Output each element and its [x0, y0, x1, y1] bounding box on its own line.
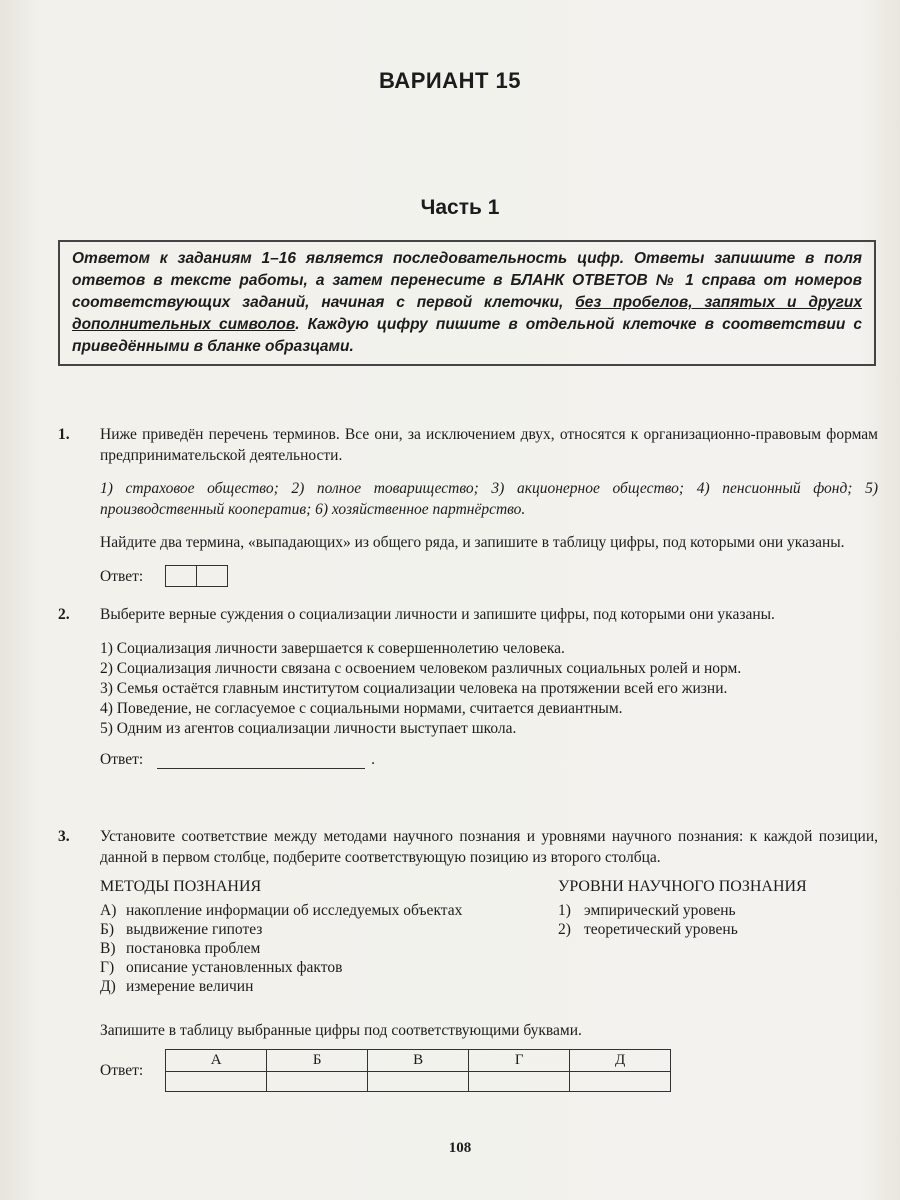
- task-2-option: 2) Социализация личности связана с освоением человеком различных социальных ролей и норм.: [100, 660, 742, 677]
- method-text: выдвижение гипотез: [126, 921, 263, 938]
- level-key: 1): [558, 902, 571, 919]
- level-item: [558, 920, 878, 939]
- answer-table-cell[interactable]: [368, 1072, 469, 1092]
- answer-table-letter: В: [368, 1050, 469, 1072]
- task-3-intro: Установите соответствие между методами научного познания и уровнями научного познания: к каждой позиции, данной в первом столбце, подберите соответствующую позицию из второго столбца.: [100, 828, 878, 866]
- answer-cell[interactable]: [166, 566, 197, 586]
- method-text: накопление информации об исследуемых объектах: [126, 902, 463, 919]
- task-1-question: Найдите два термина, «выпадающих» из общего ряда, и запишите в таблицу цифры, под которыми они указаны.: [100, 534, 845, 551]
- task-2-answer-line[interactable]: [157, 750, 365, 769]
- answer-cell[interactable]: [197, 566, 227, 586]
- task-1-answer-row: [100, 565, 878, 587]
- instruction-underlined: без пробелов, запятых и других дополнительных символов: [72, 294, 862, 333]
- methods-column: [100, 876, 520, 996]
- level-text: теоретический уровень: [584, 921, 738, 938]
- method-item: [100, 958, 520, 977]
- task-1-intro: Ниже приведён перечень терминов. Все они, за исключением двух, относятся к организационно-правовым формам предпринимательской деятельности.: [100, 426, 878, 464]
- task-1-number: 1.: [58, 426, 70, 443]
- answer-table-letter: А: [166, 1050, 267, 1072]
- method-key: В): [100, 940, 116, 957]
- answer-table-letter: Б: [267, 1050, 368, 1072]
- method-key: Г): [100, 959, 115, 976]
- methods-header: МЕТОДЫ ПОЗНАНИЯ: [100, 878, 262, 895]
- answer-table-letter: Г: [469, 1050, 570, 1072]
- levels-header: УРОВНИ НАУЧНОГО ПОЗНАНИЯ: [558, 878, 807, 895]
- method-item: [100, 939, 520, 958]
- method-item: [100, 901, 520, 920]
- method-item: [100, 920, 520, 939]
- instruction-text-2: . Каждую цифру пишите в отдельной клеточке в соответствии с приведёнными в бланке образцами.: [72, 316, 862, 355]
- task-2-answer-row: [100, 749, 878, 770]
- answer-table-letters-row: [166, 1050, 671, 1072]
- instruction-box: [58, 240, 876, 366]
- task-3-answer-row: [100, 1049, 878, 1092]
- task-2-option: 5) Одним из агентов социализации личности выступает школа.: [100, 720, 517, 737]
- method-text: постановка проблем: [126, 940, 261, 957]
- answer-table-letter: Д: [570, 1050, 671, 1072]
- task-3-answer-label: Ответ:: [100, 1062, 144, 1079]
- variant-title: ВАРИАНТ 15: [379, 68, 521, 93]
- task-2-number: 2.: [58, 606, 70, 623]
- task-2-option: 1) Социализация личности завершается к совершеннолетию человека.: [100, 640, 565, 657]
- method-item: [100, 977, 520, 996]
- answer-table-cell[interactable]: [469, 1072, 570, 1092]
- level-item: [558, 901, 878, 920]
- task-3-number: 3.: [58, 828, 70, 845]
- answer-table-cell[interactable]: [267, 1072, 368, 1092]
- task-2-answer-dot: .: [371, 751, 376, 768]
- method-key: Д): [100, 978, 116, 995]
- page-number: 108: [448, 1140, 472, 1156]
- level-text: эмпирический уровень: [584, 902, 736, 919]
- answer-table-cell[interactable]: [570, 1072, 671, 1092]
- levels-column: [558, 876, 878, 939]
- level-key: 2): [558, 921, 571, 938]
- instruction-text-1: Ответом к заданиям 1–16 является последовательность цифр. Ответы запишите в поля ответов в тексте работы, а затем перенесите в БЛАНК ОТВЕТОВ № 1 справа от номеров соответствующих заданий, начиная с первой клеточки,: [72, 250, 862, 311]
- method-key: Б): [100, 921, 115, 938]
- method-text: описание установленных фактов: [126, 959, 343, 976]
- task-3-table-instruction: Запишите в таблицу выбранные цифры под соответствующими буквами.: [100, 1022, 582, 1039]
- part-title: Часть 1: [420, 196, 500, 219]
- task-2-answer-label: Ответ:: [100, 751, 144, 768]
- method-key: А): [100, 902, 117, 919]
- task-1-terms: 1) страховое общество; 2) полное товарищество; 3) акционерное общество; 4) пенсионный фонд; 5) производственный кооператив; 6) хозяйственное партнёрство.: [100, 480, 878, 518]
- answer-table-cell[interactable]: [166, 1072, 267, 1092]
- task-2-options: [100, 639, 878, 739]
- task-3-answer-table: [165, 1049, 671, 1092]
- method-text: измерение величин: [126, 978, 254, 995]
- answer-table-input-row: [166, 1072, 671, 1092]
- task-1-answer-label: Ответ:: [100, 567, 144, 585]
- task-2-intro: Выберите верные суждения о социализации личности и запишите цифры, под которыми они указаны.: [100, 606, 775, 623]
- task-2-option: 3) Семья остаётся главным институтом социализации человека на протяжении всей его жизни.: [100, 680, 728, 697]
- task-1-answer-cells: [165, 565, 228, 587]
- task-2-option: 4) Поведение, не согласуемое с социальными нормами, считается девиантным.: [100, 700, 623, 717]
- task-3-columns: [100, 876, 878, 1016]
